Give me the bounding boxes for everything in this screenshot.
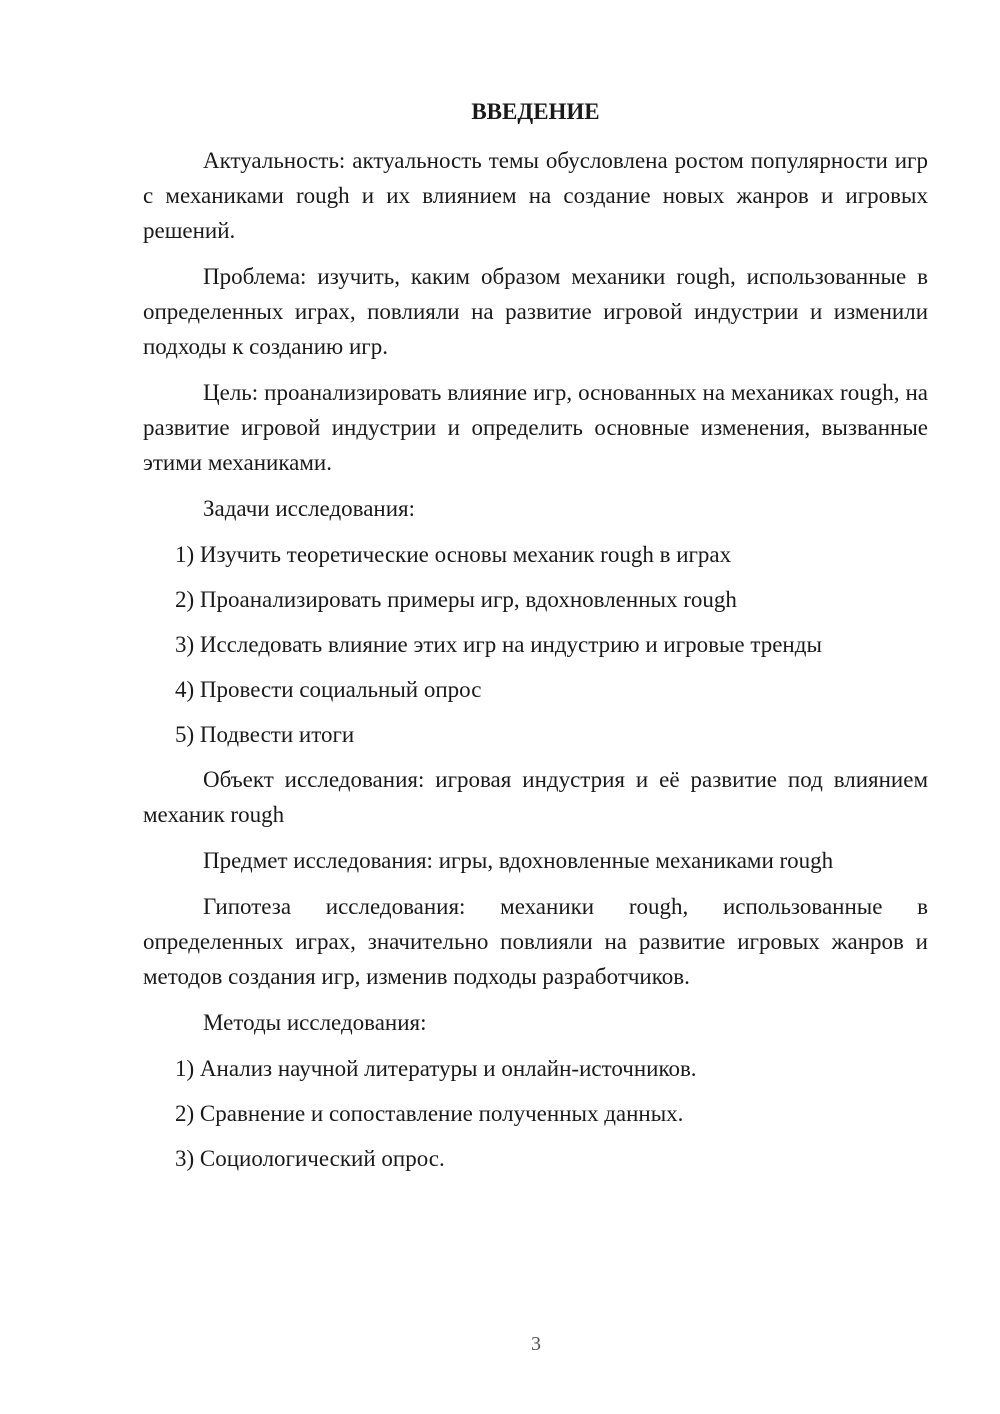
- list-item: 3) Исследовать влияние этих игр на индустрию и игровые тренды: [175, 632, 822, 657]
- list-item: 3) Социологический опрос.: [175, 1146, 445, 1171]
- list-item: 1) Анализ научной литературы и онлайн-источников.: [175, 1056, 697, 1081]
- list-item: 2) Проанализировать примеры игр, вдохновленных rough: [175, 587, 737, 612]
- object-paragraph: Объект исследования: игровая индустрия и её развитие под влиянием механик rough: [143, 767, 928, 827]
- subject-paragraph: Предмет исследования: игры, вдохновленные механиками rough: [203, 848, 834, 873]
- methods-title: Методы исследования:: [203, 1010, 427, 1035]
- problem-paragraph: Проблема: изучить, каким образом механики rough, использованные в определенных играх, повлияли на развитие игровой индустрии и изменили подходы к созданию игр.: [143, 264, 928, 359]
- section-heading: ВВЕДЕНИЕ: [471, 99, 600, 124]
- list-item: 1) Изучить теоретические основы механик rough в играх: [175, 542, 732, 567]
- list-item: 2) Сравнение и сопоставление полученных данных.: [175, 1101, 684, 1126]
- goal-paragraph: Цель: проанализировать влияние игр, основанных на механиках rough, на развитие игровой индустрии и определить основные изменения, вызванные этими механиками.: [143, 380, 928, 475]
- document-body: [143, 94, 928, 1186]
- list-item: 4) Провести социальный опрос: [175, 677, 482, 702]
- relevance-paragraph: Актуальность: актуальность темы обусловлена ростом популярности игр с механиками rough и их влиянием на создание новых жанров и игровых решений.: [143, 148, 928, 243]
- hypothesis-paragraph: Гипотеза исследования: механики rough, использованные в определенных играх, значительно повлияли на развитие игровых жанров и методов создания игр, изменив подходы разработчиков.: [143, 894, 928, 989]
- tasks-list: [143, 537, 928, 752]
- methods-list: [143, 1051, 928, 1176]
- tasks-title: Задачи исследования:: [203, 496, 416, 521]
- page-number: 3: [531, 1333, 541, 1355]
- list-item: 5) Подвести итоги: [175, 722, 355, 747]
